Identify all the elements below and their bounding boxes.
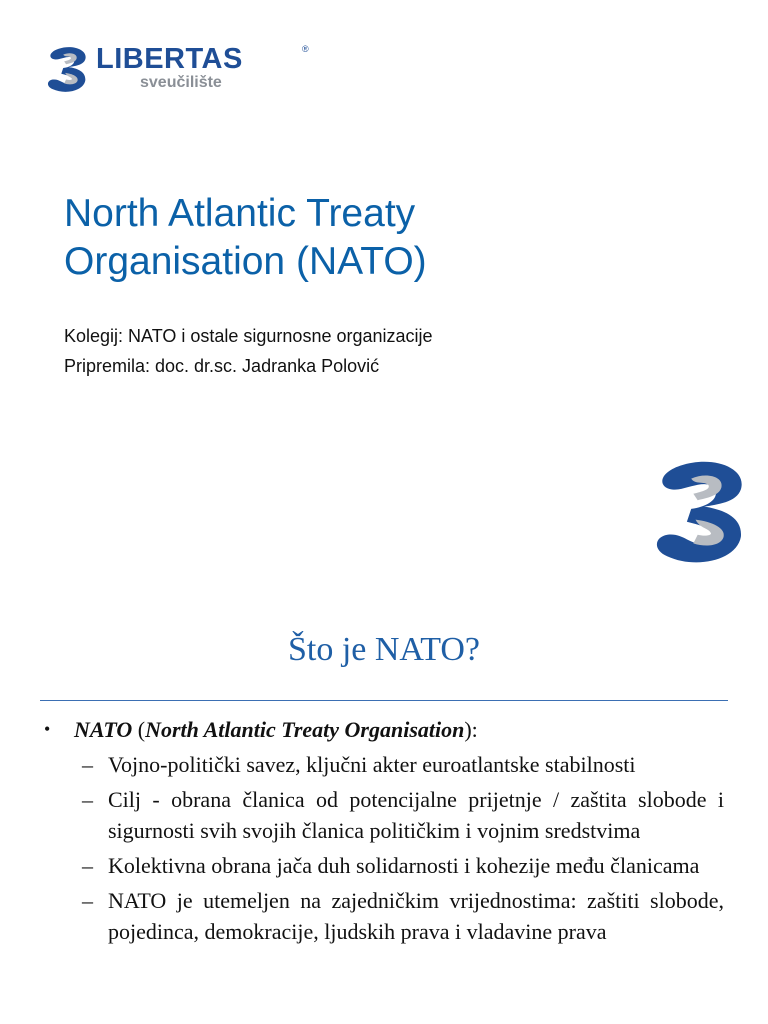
brand-subtitle: sveučilište: [140, 74, 222, 91]
bullet-paren-open: (: [132, 717, 146, 742]
registered-mark: ®: [302, 44, 309, 54]
list-item-text: NATO je utemeljen na zajedničkim vrijednostima: zaštiti slobode, pojedinca, demokracije, ljudskih prava i vladavine prava: [108, 888, 724, 944]
slide-title: [64, 190, 664, 286]
list-item: [44, 885, 724, 947]
content-slide: [0, 580, 768, 1024]
title-divider: [40, 700, 728, 701]
list-dash: –: [82, 787, 93, 812]
slide2-content: [44, 714, 724, 951]
course-line: Kolegij: NATO i ostale sigurnosne organizacije: [64, 326, 433, 346]
brand-name: LIBERTAS: [96, 43, 243, 75]
list-item: [44, 784, 724, 846]
list-dash: –: [82, 888, 93, 913]
main-bullet: [44, 714, 724, 745]
libertas-large-mark-icon: [648, 456, 756, 566]
bullet-fullname: North Atlantic Treaty Organisation: [145, 717, 465, 742]
list-dash: –: [82, 752, 93, 777]
slide2-title: Što je NATO?: [287, 631, 481, 668]
list-item-text: Kolektivna obrana jača duh solidarnosti i kohezije među članicama: [108, 853, 700, 878]
list-dash: –: [82, 853, 93, 878]
slide-title-line2: Organisation (NATO): [64, 240, 427, 283]
bullet-term: NATO: [74, 717, 133, 742]
slide-subtitle: [64, 321, 704, 381]
bullet-marker: •: [44, 719, 51, 739]
list-item: [44, 850, 724, 881]
list-item: [44, 749, 724, 780]
libertas-logo-mark-icon: [44, 44, 92, 94]
author-line: Pripremila: doc. dr.sc. Jadranka Polović: [64, 356, 380, 376]
bullet-paren-close: ):: [464, 717, 478, 742]
list-item-text: Cilj - obrana članica od potencijalne prijetnje / zaštita slobode i sigurnosti svih svojih članica političkim i vojnim sredstvima: [108, 787, 724, 843]
libertas-logo: [44, 42, 309, 98]
list-item-text: Vojno-politički savez, ključni akter euroatlantske stabilnosti: [108, 752, 636, 777]
slide-title-line1: North Atlantic Treaty: [64, 192, 416, 235]
